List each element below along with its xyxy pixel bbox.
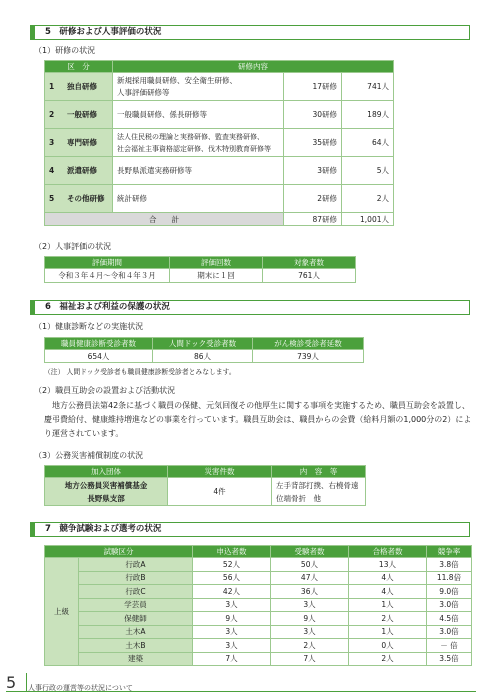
table-row: 1 独自研修 新規採用職員研修、安全衛生研修、 人事評価研修等 17研修 741人 <box>45 73 394 101</box>
section-5-heading: 5 研修および人事評価の状況 <box>30 25 470 40</box>
table-row: 654人 86人 739人 <box>45 350 364 363</box>
training-subheading: （1）研修の状況 <box>34 46 96 55</box>
table-row: 令和３年４月～令和４年３月 期末に１回 761人 <box>45 269 356 283</box>
exam-table: 試験区分 申込者数 受験者数 合格者数 競争率 上級 行政A 52人 50人 13人 3.8倍 行政B 56人 47人 4人 11.8倍 行政C 42人 36人 4人 9.0倍 学芸員 3人 3人 1人 3.0倍 保健師 9人 9人 2人 4.5倍 土木A 3人 3人 1人 3.0倍 土木B 3人 2人 0人 － 倍 建築 7人 7人 2人 3.5倍 <box>44 545 472 666</box>
training-table <box>44 60 394 226</box>
health-table: 職員健康診断受診者数 人間ドック受診者数 がん検診受診者延数 654人 86人 739人 <box>44 337 364 363</box>
table-row: 4 派遣研修 長野県派遣実務研修等 3研修 5人 <box>45 157 394 185</box>
table-row: 3 専門研修 法人住民税の理論と実務研修、監査実務研修、 社会福祉主事資格認定研修、伐木特別教育研修等 35研修 64人 <box>45 129 394 157</box>
header-category: 区 分 <box>45 61 113 73</box>
health-subheading: （1）健康診断などの実施状況 <box>34 322 144 331</box>
table-row: 土木A 3人 3人 1人 3.0倍 <box>45 625 472 639</box>
section-7-heading: 7 競争試験および選考の状況 <box>30 522 470 537</box>
table-row: 学芸員 3人 3人 1人 3.0倍 <box>45 598 472 612</box>
table-row: 上級 行政A 52人 50人 13人 3.8倍 <box>45 558 472 572</box>
total-row: 合 計 87研修 1,001人 <box>45 213 394 226</box>
footer-divider <box>26 673 27 691</box>
exam-group-label: 上級 <box>45 558 79 666</box>
evaluation-table: 評価期間 評価回数 対象者数 令和３年４月～令和４年３月 期末に１回 761人 <box>44 256 356 283</box>
section-6-heading: 6 福祉および利益の保護の状況 <box>30 300 470 315</box>
table-row: 建築 7人 7人 2人 3.5倍 <box>45 652 472 666</box>
page-number: 5 <box>6 673 17 692</box>
compensation-subheading: （3）公務災害補償制度の状況 <box>34 451 144 460</box>
table-row: 土木B 3人 2人 0人 － 倍 <box>45 639 472 653</box>
table-row: 保健師 9人 9人 2人 4.5倍 <box>45 612 472 626</box>
mutual-aid-subheading: （2）職員互助会の設置および活動状況 <box>34 386 176 395</box>
table-row: 行政C 42人 36人 4人 9.0倍 <box>45 585 472 599</box>
compensation-table: 加入団体 災害件数 内 容 等 地方公務員災害補償基金 長野県支部 4件 左手背部打撲、右橈骨遠 位端骨折 他 <box>44 465 366 506</box>
health-note: （注） 人間ドック受診者も職員健康診断受診者とみなします。 <box>44 368 236 376</box>
table-row: 地方公務員災害補償基金 長野県支部 4件 左手背部打撲、右橈骨遠 位端骨折 他 <box>45 478 366 506</box>
table-row: 5 その他研修 統計研修 2研修 2人 <box>45 185 394 213</box>
table-row: 行政B 56人 47人 4人 11.8倍 <box>45 571 472 585</box>
mutual-aid-paragraph: 地方公務員法第42条に基づく職員の保健、元気回復その他厚生に関する事項を実施するため、職員互助会を設置し、慶弔費給付、健康維持増進などの事業を行っています。職員互助会は、職員からの会費（給料月額の1,000分の2）により運営されています。 <box>44 401 472 438</box>
table-row: 2 一般研修 一般職員研修、係長研修等 30研修 189人 <box>45 101 394 129</box>
header-content: 研修内容 <box>113 61 394 73</box>
footer-text: 人事行政の運営等の状況について <box>28 684 133 692</box>
evaluation-subheading: （2）人事評価の状況 <box>34 242 112 251</box>
